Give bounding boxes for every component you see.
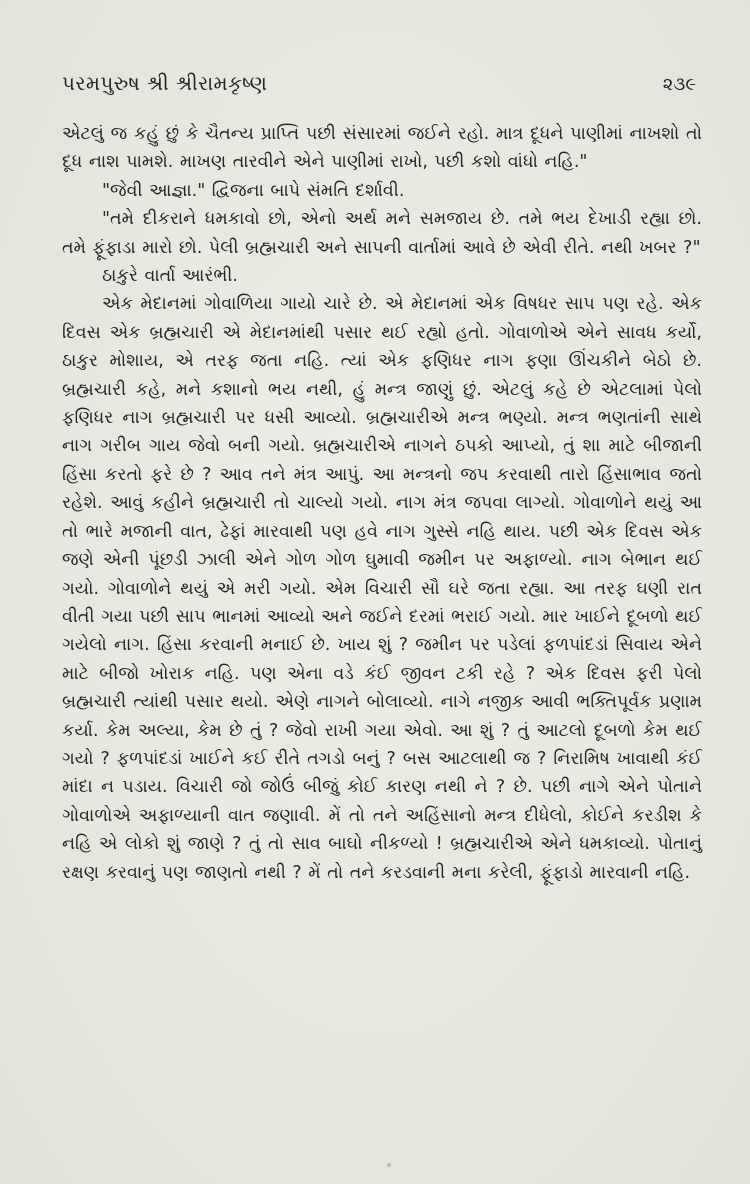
paragraph-3: "તમે દીકરાને ધમકાવો છો, એનો અર્થ મને સમજાય છે. તમે ભય દેખાડી રહ્યા છો. તમે ફૂંફાડા મારો છો. પેલી બ્રહ્મચારી અને સાપની વાર્તામાં આવે છે એવી રીતે. નથી ખબર ?" <box>62 209 702 258</box>
paragraph-5: એક મેદાનમાં ગોવાળિયા ગાયો ચારે છે. એ મેદાનમાં એક વિષધર સાપ પણ રહે. એક દિવસ એક બ્રહ્મચારી એ મેદાનમાંથી પસાર થઈ રહ્યો હતો. ગોવાળોએ એને સાવધ કર્યો, ઠાકુર મોશાય, એ તરફ જતા નહિ. ત્યાં એક ફણિધર નાગ ફણા ઊંચકીને બેઠો છે. બ્રહ્મચારી કહે, મને કશાનો ભય નથી, હું મન્ત્ર જાણું છું. એટલું કહે છે એટલામાં પેલો ફણિધર નાગ બ્રહ્મચારી પર ધસી આવ્યો. બ્રહ્મચારીએ મન્ત્ર ભણ્યો. મન્ત્ર ભણતાંની સાથે નાગ ગરીબ ગાય જેવો બની ગયો. બ્રહ્મચારીએ નાગને ઠપકો આપ્યો, તું શા માટે બીજાની હિંસા કરતો ફરે છે ? આવ તને મંત્ર આપું. આ મન્ત્રનો જપ કરવાથી તારો હિંસાભાવ જતો રહેશે. આવું કહીને બ્રહ્મચારી તો ચાલ્યો ગયો. નાગ મંત્ર જપવા લાગ્યો. ગોવાળોને થયું આ તો ભારે મજાની વાત, ઢેફાં મારવાથી પણ હવે નાગ ગુસ્સે નહિ થાય. પછી એક દિવસ એક જણે એની પૂંછડી ઝાલી એને ગોળ ગોળ ઘુમાવી જમીન પર અફાળ્યો. નાગ બેભાન થઈ ગયો. ગોવાળોને થયું એ મરી ગયો. એમ વિચારી સૌ ઘરે જતા રહ્યા. આ તરફ ઘણી રાત વીતી ગયા પછી સાપ ભાનમાં આવ્યો અને જઈને દરમાં ભરાઈ ગયો. માર ખાઈને દૂબળો થઈ ગયેલો નાગ. હિંસા કરવાની મનાઈ છે. ખાય શું ? જમીન પર પડેલાં ફળપાંદડાં સિવાય એને માટે બીજો ખોરાક નહિ. પણ એના વડે કંઈ જીવન ટકી રહે ? એક દિવસ ફરી પેલો બ્રહ્મચારી ત્યાંથી પસાર થયો. એણે નાગને બોલાવ્યો. નાગે નજીક આવી ભક્તિપૂર્વક પ્રણામ કર્યા. કેમ અલ્યા, કેમ છે તું ? જેવો રાખી ગયા એવો. આ શું ? તું આટલો દૂબળો કેમ થઈ ગયો ? ફળપાંદડાં ખાઈને કઈ રીતે તગડો બનું ? બસ આટલાથી જ ? નિરામિષ ખાવાથી કંઈ માંદા ન પડાય. વિચારી જો જોઉં બીજું કોઈ કારણ નથી ને ? છે. પછી નાગે એને પોતાને ગોવાળોએ અફાળ્યાની વાત જણાવી. મેં તો તને અહિંસાનો મન્ત્ર દીધેલો, કોઈને કરડીશ કે નહિ એ લોકો શું જાણે ? તું તો સાવ બાઘો નીકળ્યો ! બ્રહ્મચારીએ એને ધમકાવ્યો. પોતાનું રક્ષણ કરવાનું પણ જાણતો નથી ? મેં તો તને કરડવાની મના કરેલી, ફૂંફાડો મારવાની નહિ. <box>62 294 702 883</box>
running-header <box>62 56 702 100</box>
running-title: પરમપુરુષ શ્રી શ્રીરામકૃષ્ણ <box>62 71 268 95</box>
page-number: ૨૩૯ <box>662 74 696 95</box>
page-speck <box>387 1163 391 1167</box>
paragraph-1: એટલું જ કહું છું કે ચૈતન્ય પ્રાપ્તિ પછી સંસારમાં જઈને રહો. માત્ર દૂધને પાણીમાં નાખશો તો દૂધ નાશ પામશે. માખણ તારવીને એને પાણીમાં રાખો, પછી કશો વાંધો નહિ." <box>62 124 702 173</box>
paragraph-2: "જેવી આજ્ઞા." દ્વિજના બાપે સંમતિ દર્શાવી. <box>102 180 405 201</box>
paragraph-4: ઠાકુરે વાર્તા આરંભી. <box>102 266 238 287</box>
body-text <box>62 120 702 887</box>
